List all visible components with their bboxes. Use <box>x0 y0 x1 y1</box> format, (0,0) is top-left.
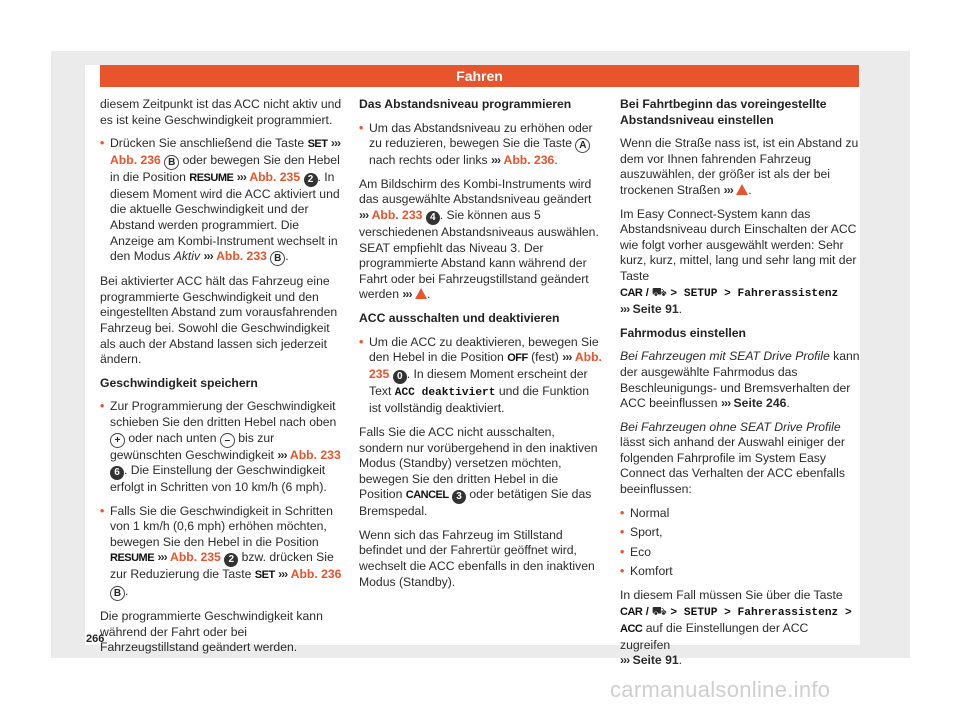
paragraph: diesem Zeitpunkt ist das ACC nicht aktiv und es ist keine Geschwindigkeit programmiert. <box>100 97 342 127</box>
key-cancel: CANCEL <box>405 489 449 502</box>
key-set: SET <box>254 569 275 582</box>
bullet-icon: • <box>620 564 625 579</box>
figure-link[interactable]: Abb. 233 <box>371 207 423 222</box>
callout-0: 0 <box>393 370 407 384</box>
bullet-icon: • <box>100 503 105 518</box>
callout-b: B <box>110 586 125 601</box>
key-car: CAR <box>620 286 643 299</box>
figure-link[interactable]: Abb. 236 <box>290 567 342 582</box>
section-heading: Fahrmodus einstellen <box>620 325 746 340</box>
list-item: • Sport, <box>620 525 663 540</box>
bullet-item: • Zur Programmierung der Geschwindigkeit schieben Sie den dritten Hebel nach oben + oder nach unten – bis zur gewünschten Geschwindigkeit ››› Abb. 233 6 . Die Einstellung der Geschwindigkeit erfolgt in Schritten von 10 km/h (6 mph). <box>100 399 341 495</box>
page-link[interactable]: Seite 91 <box>632 302 679 317</box>
chapter-header: Fahren <box>100 65 859 87</box>
warning-icon[interactable] <box>415 288 427 299</box>
paragraph: Bei Fahrzeugen ohne SEAT Drive Profile lässt sich anhand der Auswahl einiger der folgenden Fahrprofile im System Easy Connect das Verhalten der ACC ebenfalls beeinflussen: <box>620 419 845 497</box>
paragraph: Bei aktivierter ACC hält das Fahrzeug eine programmierte Geschwindigkeit und den eingestellten Abstand zum vorausfahrenden Fahrzeug bei. Sowohl die Geschwindigkeit als auch der Abstand lassen sich jederzeit ändern. <box>100 274 338 367</box>
mode-aktiv: Aktiv <box>173 249 201 264</box>
key-resume: RESUME <box>189 171 234 184</box>
figure-link[interactable]: Abb. 233 <box>216 249 267 264</box>
bullet-item: • Falls Sie die Geschwindigkeit in Schritten von 1 km/h (0,6 mph) erhöhen möchten, bewegen Sie den Hebel in die Position RESUME ››› Abb. 235 2 bzw. drücken Sie zur Reduzierung die Taste SET ››› Abb. 236 B . <box>100 503 342 600</box>
car-icon: ⛟ <box>651 284 668 299</box>
paragraph: Die programmierte Geschwindigkeit kann während der Fahrt oder bei Fahrzeugstillstand geändert werden. <box>100 609 323 655</box>
callout-2: 2 <box>224 553 238 567</box>
bullet-icon: • <box>359 334 364 349</box>
bullet-icon: • <box>620 525 625 540</box>
figure-link[interactable]: Abb. 236 <box>110 152 161 167</box>
section-heading: Bei Fahrtbeginn das voreingestellte Abstandsniveau einstellen <box>620 97 827 127</box>
bullet-icon: • <box>620 544 625 559</box>
key-car: CAR <box>620 605 643 618</box>
figure-link[interactable]: Abb. 235 <box>170 550 221 565</box>
car-icon: ⛟ <box>651 603 668 618</box>
page-link[interactable]: Seite 246 <box>733 396 787 411</box>
menu-path: > SETUP > Fahrerassistenz <box>670 287 839 300</box>
section-heading: ACC ausschalten und deaktivieren <box>359 310 560 325</box>
key-set: SET <box>307 138 328 151</box>
bullet-icon: • <box>100 136 105 151</box>
paragraph: In diesem Fall müssen Sie über die Taste CAR / ⛟ > SETUP > Fahrerassistenz > ACC auf die Einstellungen der ACC zugreifen ››› Seite 91. <box>620 588 852 668</box>
column-3 <box>620 97 860 677</box>
plus-icon: + <box>110 433 125 448</box>
callout-2: 2 <box>304 173 318 187</box>
section-heading: Geschwindigkeit speichern <box>100 375 258 390</box>
callout-b: B <box>270 251 285 266</box>
warning-icon[interactable] <box>736 184 748 195</box>
list-item: • Eco <box>620 544 652 559</box>
page-link[interactable]: Seite 91 <box>632 653 679 668</box>
figure-link[interactable]: Abb. 235 <box>249 169 301 184</box>
paragraph: Am Bildschirm des Kombi-Instruments wird das ausgewählte Abstandsniveau geändert ››› Abb. 233 4 . Sie können aus 5 verschiedenen Abstandsniveaus auswählen. SEAT empfiehlt das Niveau 3. Der programmierte Abstand kann während der Fahrt oder bei Fahrzeugstillstand geändert werden ››› . <box>359 176 599 302</box>
bullet-icon: • <box>100 399 105 414</box>
key-acc: ACC <box>620 623 643 636</box>
figure-link[interactable]: Abb. 235 <box>369 350 602 381</box>
list-item: • Normal <box>620 505 670 520</box>
figure-link[interactable]: Abb. 236 <box>503 153 555 168</box>
column-1 <box>100 97 343 664</box>
list-item: • Komfort <box>620 564 673 579</box>
page-number: 266 <box>86 633 105 645</box>
callout-6: 6 <box>110 466 124 480</box>
column-2 <box>359 97 602 598</box>
callout-4: 4 <box>426 211 440 225</box>
paragraph: Im Easy Connect-System kann das Abstandsniveau durch Einschalten der ACC wie folgt vorher ausgewählt werden: Sehr kurz, kurz, mittel, lang und sehr lang mit der Taste CAR / ⛟ > SETUP > Fahrerassistenz ››› Seite 91. <box>620 206 857 317</box>
figure-link[interactable]: Abb. 233 <box>289 447 341 462</box>
paragraph: Wenn die Straße nass ist, ist ein Abstand zu dem vor Ihnen fahrenden Fahrzeug auszuwählen, der größer ist als der bei trockenen Straßen ››› . <box>620 136 859 197</box>
callout-3: 3 <box>452 490 466 504</box>
bullet-item: • Drücken Sie anschließend die Taste SET ››› Abb. 236 B oder bewegen Sie den Hebel in die Position RESUME ››› Abb. 235 2 . In diesem Moment wird die ACC aktiviert und die aktuelle Geschwindigkeit und der Abstand werden programmiert. Die Anzeige am Kombi-Instrument wechselt in den Modus Aktiv ››› Abb. 233 B . <box>100 136 341 265</box>
callout-b: B <box>164 155 179 170</box>
paragraph: Falls Sie die ACC nicht ausschalten, sondern nur vorübergehend in den inaktiven Modus (Standby) versetzen möchten, bewegen Sie den dritten Hebel in die Position CANCEL 3 oder betätigen Sie das Bremspedal. <box>359 424 598 519</box>
minus-icon: – <box>220 433 235 448</box>
paragraph: Bei Fahrzeugen mit SEAT Drive Profile kann der ausgewählte Fahrmodus das Beschleunigungs- und Bremsverhalten der ACC beeinflussen ››› Seite 246. <box>620 349 860 411</box>
key-off: OFF <box>507 352 528 365</box>
menu-path: > SETUP > Fahrerassistenz > <box>670 606 852 619</box>
watermark: carmanualsonline.info <box>610 677 831 702</box>
bullet-item: • Um die ACC zu deaktivieren, bewegen Sie den Hebel in die Position OFF (fest) ››› Abb. 235 0 . In diesem Moment erscheint der Text ACC deaktiviert und die Funktion ist vollständig deaktiviert. <box>359 334 602 416</box>
paragraph: Wenn sich das Fahrzeug im Stillstand befindet und der Fahrertür geöffnet wird, wechselt die ACC ebenfalls in den inaktiven Modus (Standby). <box>359 527 595 589</box>
bullet-icon: • <box>359 120 364 135</box>
bullet-icon: • <box>620 505 625 520</box>
key-resume: RESUME <box>110 552 155 565</box>
display-text: ACC deaktiviert <box>394 386 496 399</box>
callout-a: A <box>575 138 590 153</box>
bullet-item: • Um das Abstandsniveau zu erhöhen oder zu reduzieren, bewegen Sie die Taste A nach rechts oder links ››› Abb. 236. <box>359 120 593 168</box>
section-heading: Das Abstandsniveau programmieren <box>359 97 572 111</box>
